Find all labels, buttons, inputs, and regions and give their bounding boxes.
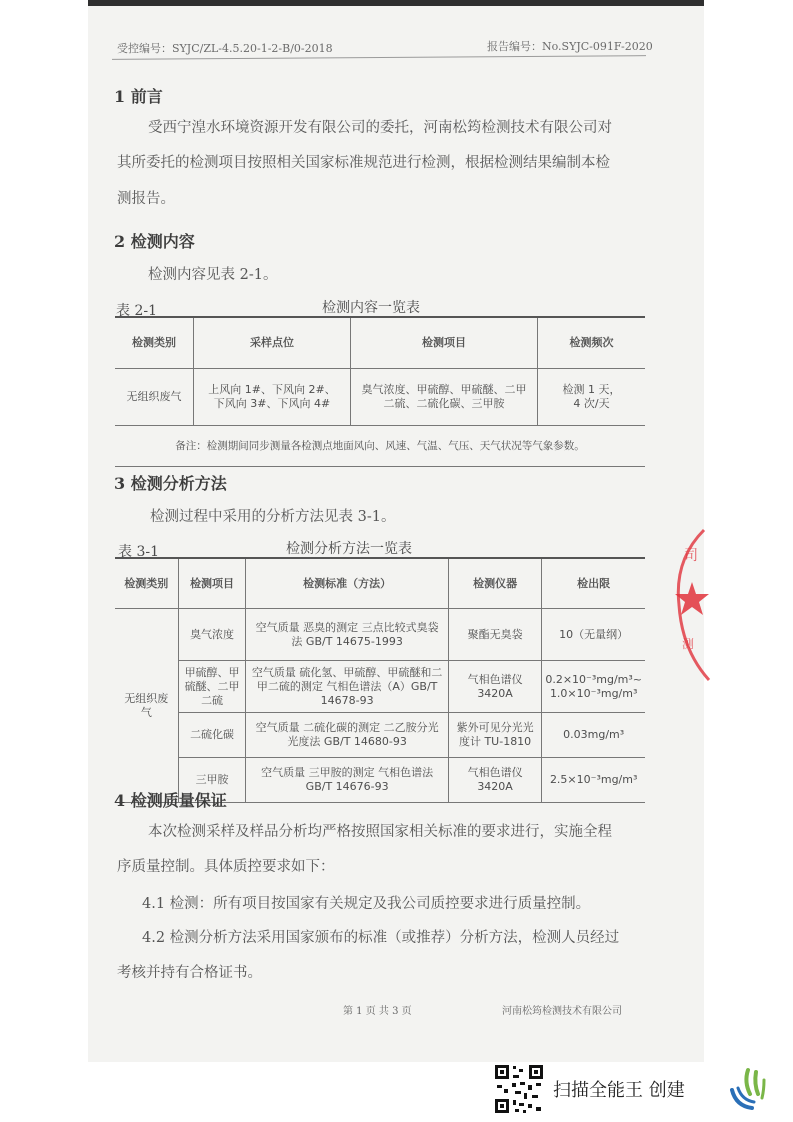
- section-4-line-1: 本次检测采样及样品分析均严格按照国家相关标准的要求进行，实施全程: [148, 824, 612, 840]
- t1-note: 备注：检测期间同步测量各检测点地面风向、风速、气温、气压、天气状况等气象参数。: [115, 426, 645, 467]
- section-1-title: 1 前言: [114, 87, 163, 106]
- t1-cell-items: [351, 369, 538, 426]
- t2-row2-standard: [246, 661, 448, 713]
- t1-freq-line-1: 检测 1 天，: [562, 383, 621, 396]
- t1-freq-line-2: 4 次/天: [573, 397, 610, 410]
- scanner-app-logo: [722, 1062, 776, 1116]
- t2-row2-std-line-2: 甲二硫的测定 气相色谱法（A）GB/T: [256, 679, 438, 693]
- t2-row1-item: 臭气浓度: [178, 609, 246, 661]
- t2-row3-item: 二硫化碳: [178, 713, 246, 758]
- qr-code: [493, 1063, 545, 1115]
- t2-row3-inst-line-2: 度计 TU-1810: [458, 735, 532, 748]
- t2-row1-std-line-1: 空气质量 恶臭的测定 三点比较式臭袋: [255, 620, 439, 634]
- red-seal-stamp: [664, 520, 714, 690]
- t2-header-standard: 检测标准（方法）: [246, 558, 448, 609]
- t2-row4-std-line-2: GB/T 14676-93: [305, 780, 389, 793]
- section-4-line-2: 序质量控制。具体质控要求如下：: [117, 859, 335, 875]
- section-4-line-4: 4.2 检测分析方法采用国家颁布的标准（或推荐）分析方法，检测人员经过: [142, 930, 620, 946]
- t2-row2-item-line-1: 甲硫醇、甲: [184, 665, 240, 679]
- t2-category-line-1: 无组织废: [124, 691, 169, 705]
- t1-items-line-2: 二硫、二硫化碳、三甲胺: [383, 397, 505, 410]
- t2-row4-std-line-1: 空气质量 三甲胺的测定 气相色谱法: [261, 766, 434, 779]
- t2-header-item: 检测项目: [178, 558, 246, 609]
- t2-row3-instrument: [448, 713, 542, 758]
- t2-row3-std-line-1: 空气质量 二硫化碳的测定 二乙胺分光: [255, 721, 439, 734]
- t2-row2-limit-line-1: 0.2×10⁻³mg/m³~: [545, 672, 642, 686]
- t2-row1-standard: [246, 609, 448, 661]
- t2-cell-category: [115, 609, 178, 803]
- control-number: 受控编号：SYJC/ZL-4.5.20-1-2-B/0-2018: [117, 42, 333, 55]
- section-1-line-3: 测报告。: [117, 191, 175, 207]
- t2-row3-limit: 0.03mg/m³: [542, 713, 645, 758]
- t1-cell-points: [194, 369, 351, 426]
- t2-row4-item: 三甲胺: [178, 758, 246, 803]
- section-4-line-5: 考核并持有合格证书。: [117, 965, 262, 981]
- t2-category-line-2: 气: [140, 705, 152, 719]
- svg-text:司: 司: [684, 548, 698, 564]
- section-1-line-2: 其所委托的检测项目按照相关国家标准规范进行检测，根据检测结果编制本检: [117, 155, 610, 171]
- t2-row2-limit-line-2: 1.0×10⁻³mg/m³: [549, 686, 638, 700]
- t1-header-category: 检测类别: [115, 317, 194, 369]
- t2-row4-inst-line-1: 气相色谱仪: [467, 766, 523, 779]
- t2-row2-std-line-3: 14678-93: [320, 693, 374, 707]
- t2-row4-instrument: [448, 758, 542, 803]
- t2-row4-inst-line-2: 3420A: [477, 780, 513, 793]
- t2-row1-instrument: 聚酯无臭袋: [448, 609, 542, 661]
- page-number: 第 1 页 共 3 页: [343, 1006, 412, 1017]
- t1-cell-category: 无组织废气: [115, 369, 194, 426]
- section-1-line-1: 受西宁湟水环境资源开发有限公司的委托，河南松筠检测技术有限公司对: [148, 120, 612, 136]
- section-2-title: 2 检测内容: [114, 232, 195, 251]
- section-4-line-3: 4.1 检测：所有项目按国家有关规定及我公司质控要求进行质量控制。: [142, 896, 591, 912]
- t2-row2-item: [178, 661, 246, 713]
- t1-header-points: 采样点位: [194, 317, 351, 369]
- table-2-1-title: 检测内容一览表: [322, 300, 420, 316]
- t2-row2-instrument: [448, 661, 542, 713]
- t1-header-frequency: 检测频次: [538, 317, 646, 369]
- t1-points-line-2: 下风向 3#、下风向 4#: [213, 397, 331, 410]
- t2-row2-inst-line-1: 气相色谱仪: [467, 672, 523, 686]
- table-2-1: [115, 316, 645, 467]
- t2-row1-std-line-2: 法 GB/T 14675-1993: [291, 634, 403, 648]
- t2-row4-standard: [246, 758, 448, 803]
- t2-row4-limit: 2.5×10⁻³mg/m³: [542, 758, 645, 803]
- t2-header-category: 检测类别: [115, 558, 178, 609]
- t2-row1-limit: 10（无量纲）: [542, 609, 645, 661]
- footer-company: 河南松筠检测技术有限公司: [502, 1006, 622, 1017]
- t2-row3-std-line-2: 光度法 GB/T 14680-93: [287, 735, 407, 748]
- section-2-line-1: 检测内容见表 2-1。: [148, 267, 278, 283]
- t2-row2-std-line-1: 空气质量 硫化氢、甲硫醇、甲硫醚和二: [251, 665, 443, 679]
- table-3-1-label: 表 3-1: [118, 544, 159, 560]
- table-3-1: [115, 557, 645, 803]
- t2-row3-inst-line-1: 紫外可见分光光: [456, 721, 534, 734]
- table-3-1-title: 检测分析方法一览表: [286, 541, 412, 557]
- section-4-title: 4 检测质量保证: [114, 791, 227, 810]
- t2-header-limit: 检出限: [542, 558, 645, 609]
- t2-header-instrument: 检测仪器: [448, 558, 542, 609]
- t1-cell-frequency: [538, 369, 646, 426]
- t1-points-line-1: 上风向 1#、下风向 2#、: [208, 383, 336, 396]
- svg-text:测: 测: [682, 637, 695, 651]
- t2-row2-inst-line-2: 3420A: [477, 686, 513, 700]
- t2-row3-standard: [246, 713, 448, 758]
- scanner-watermark-text: 扫描全能王 创建: [553, 1080, 685, 1101]
- t2-row2-item-line-2: 硫醚、二甲: [184, 679, 240, 693]
- t1-header-items: 检测项目: [351, 317, 538, 369]
- t2-row2-limit: [542, 661, 645, 713]
- t1-items-line-1: 臭气浓度、甲硫醇、甲硫醚、二甲: [361, 383, 527, 396]
- table-2-1-label: 表 2-1: [116, 303, 157, 319]
- report-number: 报告编号：No.SYJC-091F-2020: [487, 40, 653, 53]
- t2-row2-item-line-3: 二硫: [201, 693, 224, 707]
- section-3-title: 3 检测分析方法: [114, 474, 227, 493]
- section-3-line-1: 检测过程中采用的分析方法见表 3-1。: [150, 509, 396, 525]
